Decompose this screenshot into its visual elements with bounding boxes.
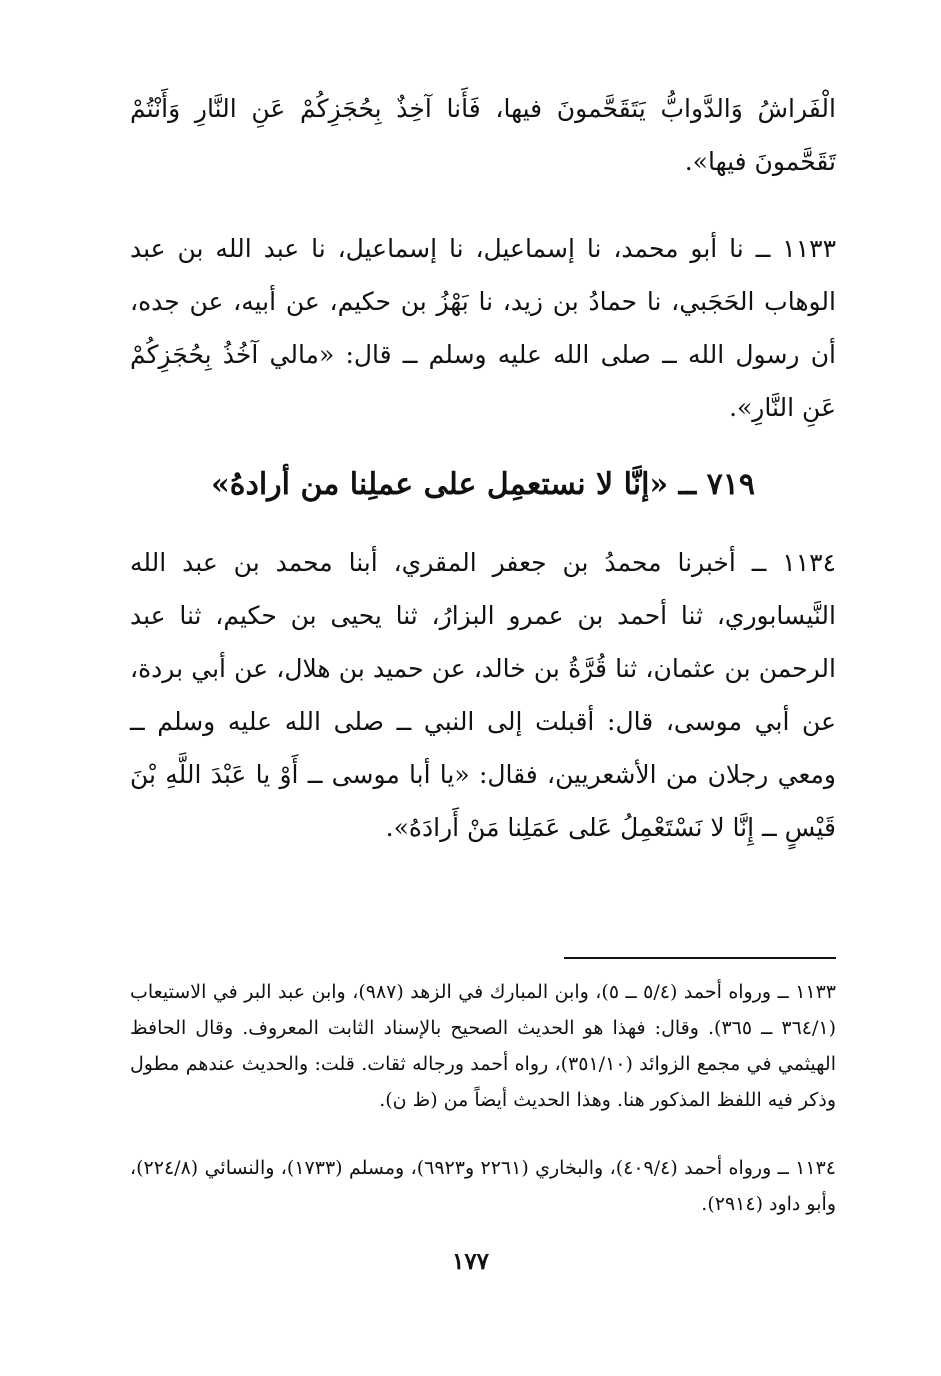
chapter-heading: ٧١٩ ــ «إنَّا لا نستعمِل على عملِنا من أرادهُ» bbox=[211, 467, 755, 502]
continuation-text: الْفَراشُ وَالدَّوابُّ يَتَقَحَّمونَ فيها، فَأَنا آخِذٌ بِحُجَزِكُمْ عَنِ النَّارِ وَأَنْتُمْ تَقَحَّمونَ فيها». bbox=[130, 94, 836, 176]
footnote-divider bbox=[564, 957, 836, 959]
page-number: ١٧٧ bbox=[451, 1248, 490, 1275]
footnote-1134: ١١٣٤ ــ ورواه أحمد (٤٠٩/٤)، والبخاري (٢٢٦١ و٦٩٢٣)، ومسلم (١٧٣٣)، والنسائي (٢٢٤/٨)، وأبو داود (٢٩١٤). bbox=[130, 1157, 836, 1215]
hadith-1133: ١١٣٣ ــ نا أبو محمد، نا إسماعيل، نا إسماعيل، نا عبد الله بن عبد الوهاب الحَجَبي، نا حمادُ بن زيد، نا بَهْزُ بن حكيم، عن أبيه، عن جده، أن رسول الله ــ صلى الله عليه وسلم ــ قال: «مالي آخُذُ بِحُجَزِكُمْ عَنِ النَّارِ». bbox=[130, 234, 836, 422]
hadith-1134: ١١٣٤ ــ أخبرنا محمدُ بن جعفر المقري، أبنا محمد بن عبد الله النَّيسابوري، ثنا أحمد بن عمرو البزارُ، ثنا يحيى بن حكيم، ثنا عبد الرحمن بن عثمان، ثنا قُرَّةُ بن خالد، عن حميد بن هلال، عن أبي بردة، عن أبي موسى، قال: أقبلت إلى النبي ــ صلى الله عليه وسلم ــ ومعي رجلان من الأشعريين، فقال: «يا أبا موسى ــ أَوْ يا عَبْدَ اللَّهِ بْنَ قَيْسٍ ــ إِنَّا لا نَسْتَعْمِلُ عَلى عَمَلِنا مَنْ أَرادَهُ». bbox=[130, 548, 836, 842]
footnote-1133: ١١٣٣ ــ ورواه أحمد (٥/٤ ــ ٥)، وابن المبارك في الزهد (٩٨٧)، وابن عبد البر في الاستيعاب (٣٦٤/١ ــ ٣٦٥). وقال: فهذا هو الحديث الصحيح بالإسناد الثابت المعروف. وقال الحافظ الهيثمي في مجمع الزوائد (٣٥١/١٠)، رواه أحمد ورجاله ثقات. قلت: والحديث عندهم مطول وذكر فيه اللفظ المذكور هنا. وهذا الحديث أيضاً من (ظ ن). bbox=[130, 981, 837, 1111]
